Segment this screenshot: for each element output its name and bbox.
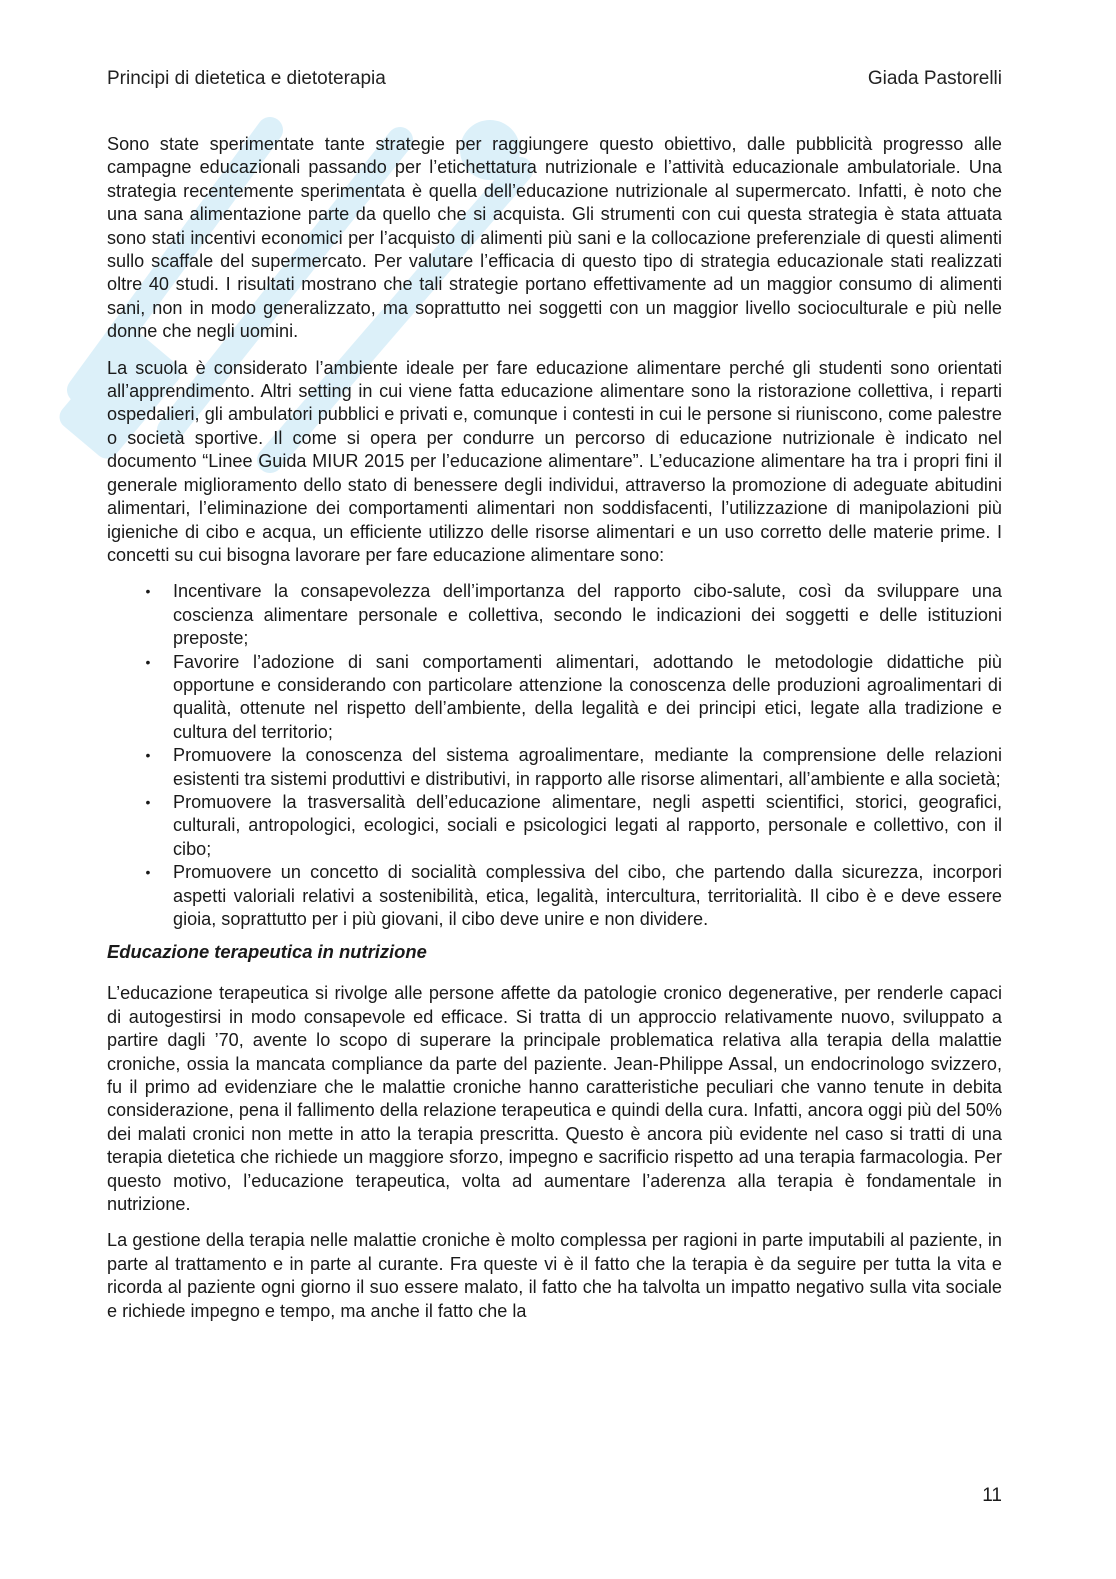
list-item	[107, 580, 1002, 650]
list-item	[107, 861, 1002, 931]
list-item	[107, 791, 1002, 861]
paragraph: L’educazione terapeutica si rivolge alle persone affette da patologie cronico degenerative, per renderle capaci di autogestirsi in modo consapevole ed efficace. Si tratta di un approccio relativamente nuovo, sviluppato a partire dagli ’70, avente lo scopo di superare la principale problematica relativa alla terapia della malattie croniche, ossia la mancata compliance da parte del paziente. Jean-Philippe Assal, un endocrinologo svizzero, fu il primo ad evidenziare che le malattie croniche hanno caratteristiche peculiari che vanno tenute in debita considerazione, pena il fallimento della relazione terapeutica e quindi della cura. Infatti, ancora oggi più del 50% dei malati cronici non mette in atto la terapia prescritta. Questo è ancora più evidente nel caso si tratti di una terapia dietetica che richiede un maggiore sforzo, impegno e sacrificio rispetto ad una terapia farmacologia. Per questo motivo, l’educazione terapeutica, volta ad aumentare l’aderenza alla terapia è fondamentale in nutrizione.	[107, 983, 1002, 1215]
list-item-text: Promuovere la trasversalità dell’educazione alimentare, negli aspetti scientifici, storici, geografici, culturali, antropologici, ecologici, sociali e psicologici legati al rapporto, personale e collettivo, con il cibo;	[173, 791, 1002, 859]
paragraph: La gestione della terapia nelle malattie croniche è molto complessa per ragioni in parte imputabili al paziente, in parte al trattamento e in parte al curante. Fra queste vi è il fatto che la terapia è da seguire per tutta la vita e ricorda al paziente ogni giorno il suo essere malato, il fatto che ha talvolta un impatto negativo sulla vita sociale e richiede impegno e tempo, ma anche il fatto che la	[107, 1230, 1002, 1321]
list-item-text: Promuovere un concetto di socialità complessiva del cibo, che partendo dalla sicurezza, incorpori aspetti valoriali relativi a sostenibilità, etica, legalità, intercultura, territorialità. Il cibo è e deve essere gioia, soprattutto per i più giovani, il cibo deve unire e non dividere.	[173, 862, 1002, 929]
section-heading: Educazione terapeutica in nutrizione	[107, 941, 427, 963]
page-header	[107, 66, 1002, 92]
paragraph: La scuola è considerato l’ambiente ideale per fare educazione alimentare perché gli studenti sono orientati all’apprendimento. Altri setting in cui viene fatta educazione alimentare sono la ristorazione collettiva, i reparti ospedalieri, gli ambulatori pubblici e privati e, comunque i contesti in cui le persone si riuniscono, come palestre o società sportive. Il come si opera per condurre un percorso di educazione nutrizionale è indicato nel documento “Linee Guida MIUR 2015 per l’educazione alimentare”. L’educazione alimentare ha tra i propri fini il generale miglioramento dello stato di benessere degli individui, attraverso la promozione di adeguate abitudini alimentari, l’eliminazione dei comportamenti alimentari non soddisfacenti, l’utilizzazione di manipolazioni più igieniche di cibo e acqua, un efficiente utilizzo delle risorse alimentari e un uso corretto delle materie prime. I concetti su cui bisogna lavorare per fare educazione alimentare sono:	[107, 357, 1002, 565]
bullet-icon: •	[145, 864, 151, 881]
list-item-text: Promuovere la conoscenza del sistema agroalimentare, mediante la comprensione delle relazioni esistenti tra sistemi produttivi e distributivi, in rapporto alle risorse alimentari, all’ambiente e alla società;	[173, 745, 1002, 789]
bullet-list	[107, 580, 1002, 931]
page-content	[107, 133, 1002, 1336]
page-number: 11	[982, 1485, 1002, 1506]
list-item-text: Favorire l’adozione di sani comportamenti alimentari, adottando le metodologie didattiche più opportune e considerando con particolare attenzione la conoscenza delle produzioni agroalimentari di qualità, ottenute nel rispetto dell’ambiente, della legalità e dei principi etici, legate alla tradizione e cultura del territorio;	[173, 651, 1002, 742]
list-item	[107, 744, 1002, 791]
bullet-icon: •	[145, 653, 151, 670]
bullet-icon: •	[145, 583, 151, 600]
bullet-icon: •	[145, 747, 151, 764]
header-author: Giada Pastorelli	[867, 68, 1002, 89]
list-item-text: Incentivare la consapevolezza dell’importanza del rapporto cibo-salute, così da sviluppare una coscienza alimentare personale e collettiva, secondo le indicazioni dei soggetti e delle istituzioni preposte;	[173, 581, 1002, 649]
paragraph: Sono state sperimentate tante strategie per raggiungere questo obiettivo, dalle pubblicità progresso alle campagne educazionali passando per l’etichettatura nutrizionale e l’attività educazionale ambulatoriale. Una strategia recentemente sperimentata è quella dell’educazione nutrizionale al supermercato. Infatti, è noto che una sana alimentazione parte da quello che si acquista. Gli strumenti con cui questa strategia è stata attuata sono stati incentivi economici per l’acquisto di alimenti più sani e la collocazione preferenziale di questi alimenti sullo scaffale del supermercato. Per valutare l’efficacia di questo tipo di strategia educazionale stati realizzati oltre 40 studi. I risultati mostrano che tali strategie portano effettivamente ad un maggior consumo di alimenti sani, non in modo generalizzato, ma soprattutto nei soggetti con un maggior livello socioculturale e più nelle donne che negli uomini.	[107, 134, 1002, 342]
bullet-icon: •	[145, 793, 151, 810]
header-title: Principi di dietetica e dietoterapia	[107, 68, 386, 89]
list-item	[107, 651, 1002, 745]
